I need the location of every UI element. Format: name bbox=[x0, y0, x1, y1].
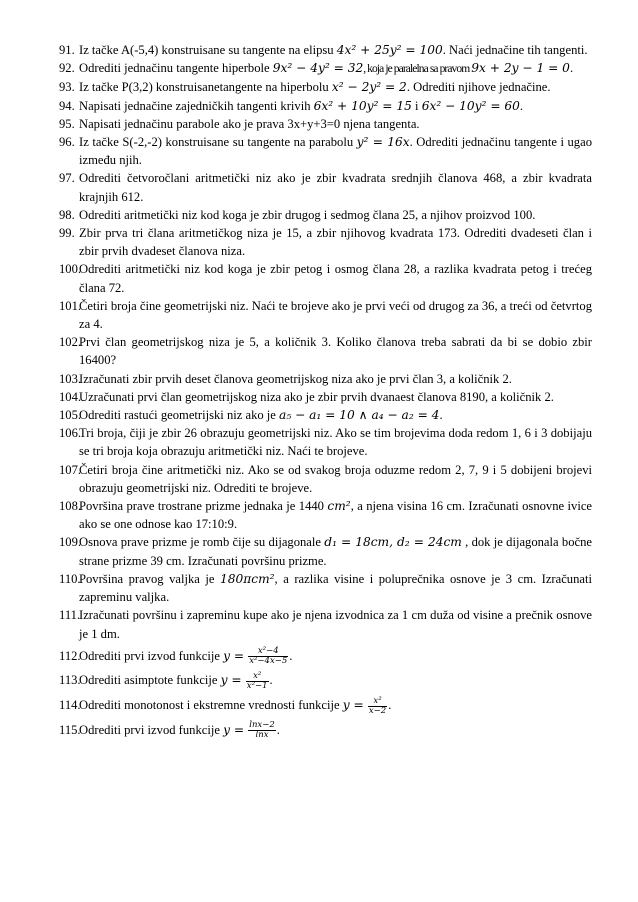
problem-text: Odrediti rastući geometrijski niz ako je bbox=[79, 408, 280, 423]
equation: cm² bbox=[327, 499, 351, 514]
equation-lhs: y = bbox=[342, 697, 364, 712]
problem-text: . bbox=[269, 673, 273, 688]
fraction-numerator: lnx−2 bbox=[249, 720, 275, 731]
problem-text: Odrediti jednačinu tangente hiperbole bbox=[79, 61, 273, 76]
problem-number: 115. bbox=[59, 722, 81, 737]
problem-number: 112. bbox=[59, 648, 81, 663]
fraction-numerator: x²−4 bbox=[248, 647, 288, 657]
problem-text: , koja je paralelna sa pravom bbox=[363, 63, 472, 76]
problem-number: 105. bbox=[59, 408, 82, 423]
problem-text: Odrediti monotonost i ekstremne vrednosti funkcije bbox=[79, 697, 343, 712]
problem-text: . bbox=[519, 98, 524, 113]
problem-text: Odrediti prvi izvod funkcije bbox=[79, 722, 224, 737]
problem-item bbox=[59, 224, 592, 260]
problem-item bbox=[59, 461, 592, 497]
problem-number: 100. bbox=[59, 262, 82, 277]
problem-item bbox=[59, 97, 592, 115]
problem-text: . Naći jednačine tih tangenti. bbox=[442, 43, 588, 57]
problem-item bbox=[59, 333, 592, 369]
problem-text: i bbox=[411, 98, 422, 113]
problem-number: 104. bbox=[59, 389, 82, 404]
problem-text: , dok je dijagonala bočne strane prizme 39 cm. Izračunati površinu prizme. bbox=[79, 535, 592, 568]
problem-list bbox=[59, 41, 592, 740]
problem-number: 99. bbox=[59, 226, 75, 241]
equation: 6x² + 10y² = 15 bbox=[313, 98, 412, 113]
problem-item bbox=[59, 406, 592, 424]
problem-number: 108. bbox=[59, 499, 82, 514]
fraction-denominator: x²−1 bbox=[246, 680, 268, 691]
problem-text: Četiri broja čine geometrijski niz. Naći te brojeve ako je prvi veći od drugog za 36, a treći od četvrtog za 4. bbox=[79, 298, 593, 332]
problem-text: Izračunati zbir prvih deset članova geometrijskog niza ako je prvi član 3, a količnik 2. bbox=[79, 371, 512, 386]
equation: 180πcm² bbox=[220, 571, 275, 586]
fraction-numerator: x² bbox=[246, 672, 269, 682]
problem-text: . bbox=[276, 722, 280, 737]
problem-text: . bbox=[289, 648, 293, 663]
problem-item bbox=[59, 260, 592, 296]
equation: d₁ = 18cm, d₂ = 24cm bbox=[324, 535, 462, 550]
problem-number: 94. bbox=[59, 98, 75, 113]
problem-number: 110. bbox=[59, 571, 81, 586]
fraction bbox=[246, 672, 269, 691]
equation: 6x² − 10y² = 60 bbox=[421, 98, 520, 113]
equation: x² − 2y² = 2 bbox=[331, 80, 407, 95]
problem-number: 95. bbox=[59, 116, 75, 131]
problem-text: Napisati jednačinu parabole ako je prava 3x+y+3=0 njena tangenta. bbox=[79, 116, 420, 131]
problem-text: Osnova prave prizme je romb čije su dijagonale bbox=[79, 535, 325, 550]
problem-item bbox=[59, 41, 592, 59]
fraction-denominator: x²−4x−5 bbox=[249, 656, 288, 667]
problem-text: Površina prave trostrane prizme jednaka je 1440 bbox=[79, 499, 328, 514]
problem-text: Iz tačke P(3,2) konstruisanetangente na hiperbolu bbox=[79, 80, 332, 95]
problem-number: 93. bbox=[59, 80, 75, 95]
problem-text: . bbox=[439, 408, 443, 423]
problem-item bbox=[59, 647, 592, 667]
problem-text: Odrediti četvoročlani aritmetički niz ako je zbir kvadrata srednjih članova 468, a zbir kvadrata krajnjih 612. bbox=[79, 171, 592, 204]
problem-text: Odrediti asimptote funkcije bbox=[79, 673, 221, 688]
problem-number: 114. bbox=[59, 697, 81, 712]
problem-text: Zbir prva tri člana aritmetičkog niza je 15, a zbir njihovog kvadrata 173. Odrediti dvadeseti član i zbir prvih dvadeset članova niza. bbox=[79, 226, 592, 259]
problem-text: Površina pravog valjka je bbox=[79, 571, 220, 586]
problem-text: Odrediti aritmetički niz kod koga je zbir drugog i sedmog člana 25, a njihov proizvod 100. bbox=[79, 207, 536, 222]
equation-lhs: y = bbox=[223, 648, 245, 663]
problem-item bbox=[59, 721, 592, 741]
problem-text: . Odrediti jednačinu tangente i ugao između njih. bbox=[79, 135, 592, 168]
problem-item bbox=[59, 497, 592, 533]
problem-item bbox=[59, 133, 592, 169]
problem-number: 103. bbox=[59, 371, 82, 386]
problem-item bbox=[59, 671, 592, 691]
equation: a₅ − a₁ = 10 ∧ a₄ − a₂ = 4 bbox=[279, 408, 440, 423]
equation-lhs: y = bbox=[220, 673, 242, 688]
equation: y² = 16x bbox=[356, 135, 410, 150]
problem-text: Prvi član geometrijskog niza je 5, a količnik 3. Koliko članova treba sabrati da bi se dobio zbir 16400? bbox=[79, 335, 592, 368]
problem-item bbox=[59, 696, 592, 716]
problem-text: Izračunati površinu i zapreminu kupe ako je njena izvodnica za 1 cm duža od visine a prečnik osnove je 1 dm. bbox=[79, 608, 592, 641]
problem-text: Iz tačke S(-2,-2) konstruisane su tangente na parabolu bbox=[79, 135, 357, 150]
problem-number: 91. bbox=[59, 43, 75, 57]
problem-text: Uzračunati prvi član geometrijskog niza ako je zbir prvih dvanaest članova 8190, a količnik 2. bbox=[79, 389, 554, 404]
problem-number: 107. bbox=[59, 462, 82, 477]
problem-number: 111. bbox=[59, 608, 81, 623]
problem-number: 97. bbox=[59, 171, 75, 186]
problem-item bbox=[59, 297, 592, 333]
fraction bbox=[248, 647, 288, 666]
problem-number: 92. bbox=[59, 61, 75, 76]
problem-text: . bbox=[569, 61, 574, 76]
problem-item bbox=[59, 570, 592, 606]
problem-item bbox=[59, 388, 592, 406]
problem-text: Odrediti prvi izvod funkcije bbox=[79, 648, 224, 663]
problem-text: . bbox=[388, 697, 392, 712]
problem-text: Četiri broja čine aritmetički niz. Ako se od svakog broja oduzme redom 2, 7, 9 i 5 dobijeni brojevi obrazuju geometrijski niz. Odrediti te brojeve. bbox=[79, 462, 592, 495]
problem-item bbox=[59, 115, 592, 133]
problem-text: Napisati jednačine zajedničkih tangenti krivih bbox=[79, 98, 314, 113]
problem-number: 102. bbox=[59, 335, 82, 350]
problem-item bbox=[59, 533, 592, 569]
problem-number: 109. bbox=[59, 535, 82, 550]
problem-item bbox=[59, 169, 592, 205]
problem-number: 113. bbox=[59, 673, 81, 688]
problem-item bbox=[59, 59, 592, 78]
problem-item bbox=[59, 424, 592, 460]
problem-item bbox=[59, 370, 592, 388]
problem-text: Iz tačke A(-5,4) konstruisane su tangente na elipsu bbox=[79, 43, 337, 57]
problem-number: 101. bbox=[59, 298, 82, 313]
fraction bbox=[248, 721, 276, 740]
problem-item bbox=[59, 606, 592, 642]
problem-text: Tri broja, čiji je zbir 26 obrazuju geometrijski niz. Ako se tim brojevima doda redom 1, 6 i 3 dobijaju se tri broja koja obrazuju aritmetički niz. Naći te brojeve. bbox=[79, 426, 592, 459]
problem-text: , a njena visina 16 cm. Izračunati osnovne ivice ako se one odnose kao 17:10:9. bbox=[79, 499, 592, 532]
problem-text: . Odrediti njihove jednačine. bbox=[406, 80, 551, 95]
equation-lhs: y = bbox=[223, 722, 245, 737]
problem-number: 98. bbox=[59, 207, 75, 222]
equation: 9x² − 4y² = 32 bbox=[272, 61, 364, 76]
equation: 4x² + 25y² = 100 bbox=[336, 43, 443, 57]
problem-text: , a razlika visine i poluprečnika osnove je 3 cm. Izračunati zapreminu valjka. bbox=[79, 571, 592, 605]
problem-item bbox=[59, 206, 592, 224]
problem-number: 96. bbox=[59, 135, 75, 150]
fraction bbox=[368, 697, 387, 716]
problem-text: Odrediti aritmetički niz kod koga je zbir petog i osmog člana 28, a razlika kvadrata petog i trećeg člana 72. bbox=[79, 262, 592, 295]
problem-item bbox=[59, 78, 592, 96]
fraction-denominator: lnx bbox=[255, 730, 269, 741]
equation: 9x + 2y − 1 = 0 bbox=[471, 61, 570, 76]
problem-number: 106. bbox=[59, 426, 82, 441]
fraction-denominator: x−2 bbox=[368, 705, 387, 716]
fraction-numerator: x² bbox=[368, 697, 387, 707]
